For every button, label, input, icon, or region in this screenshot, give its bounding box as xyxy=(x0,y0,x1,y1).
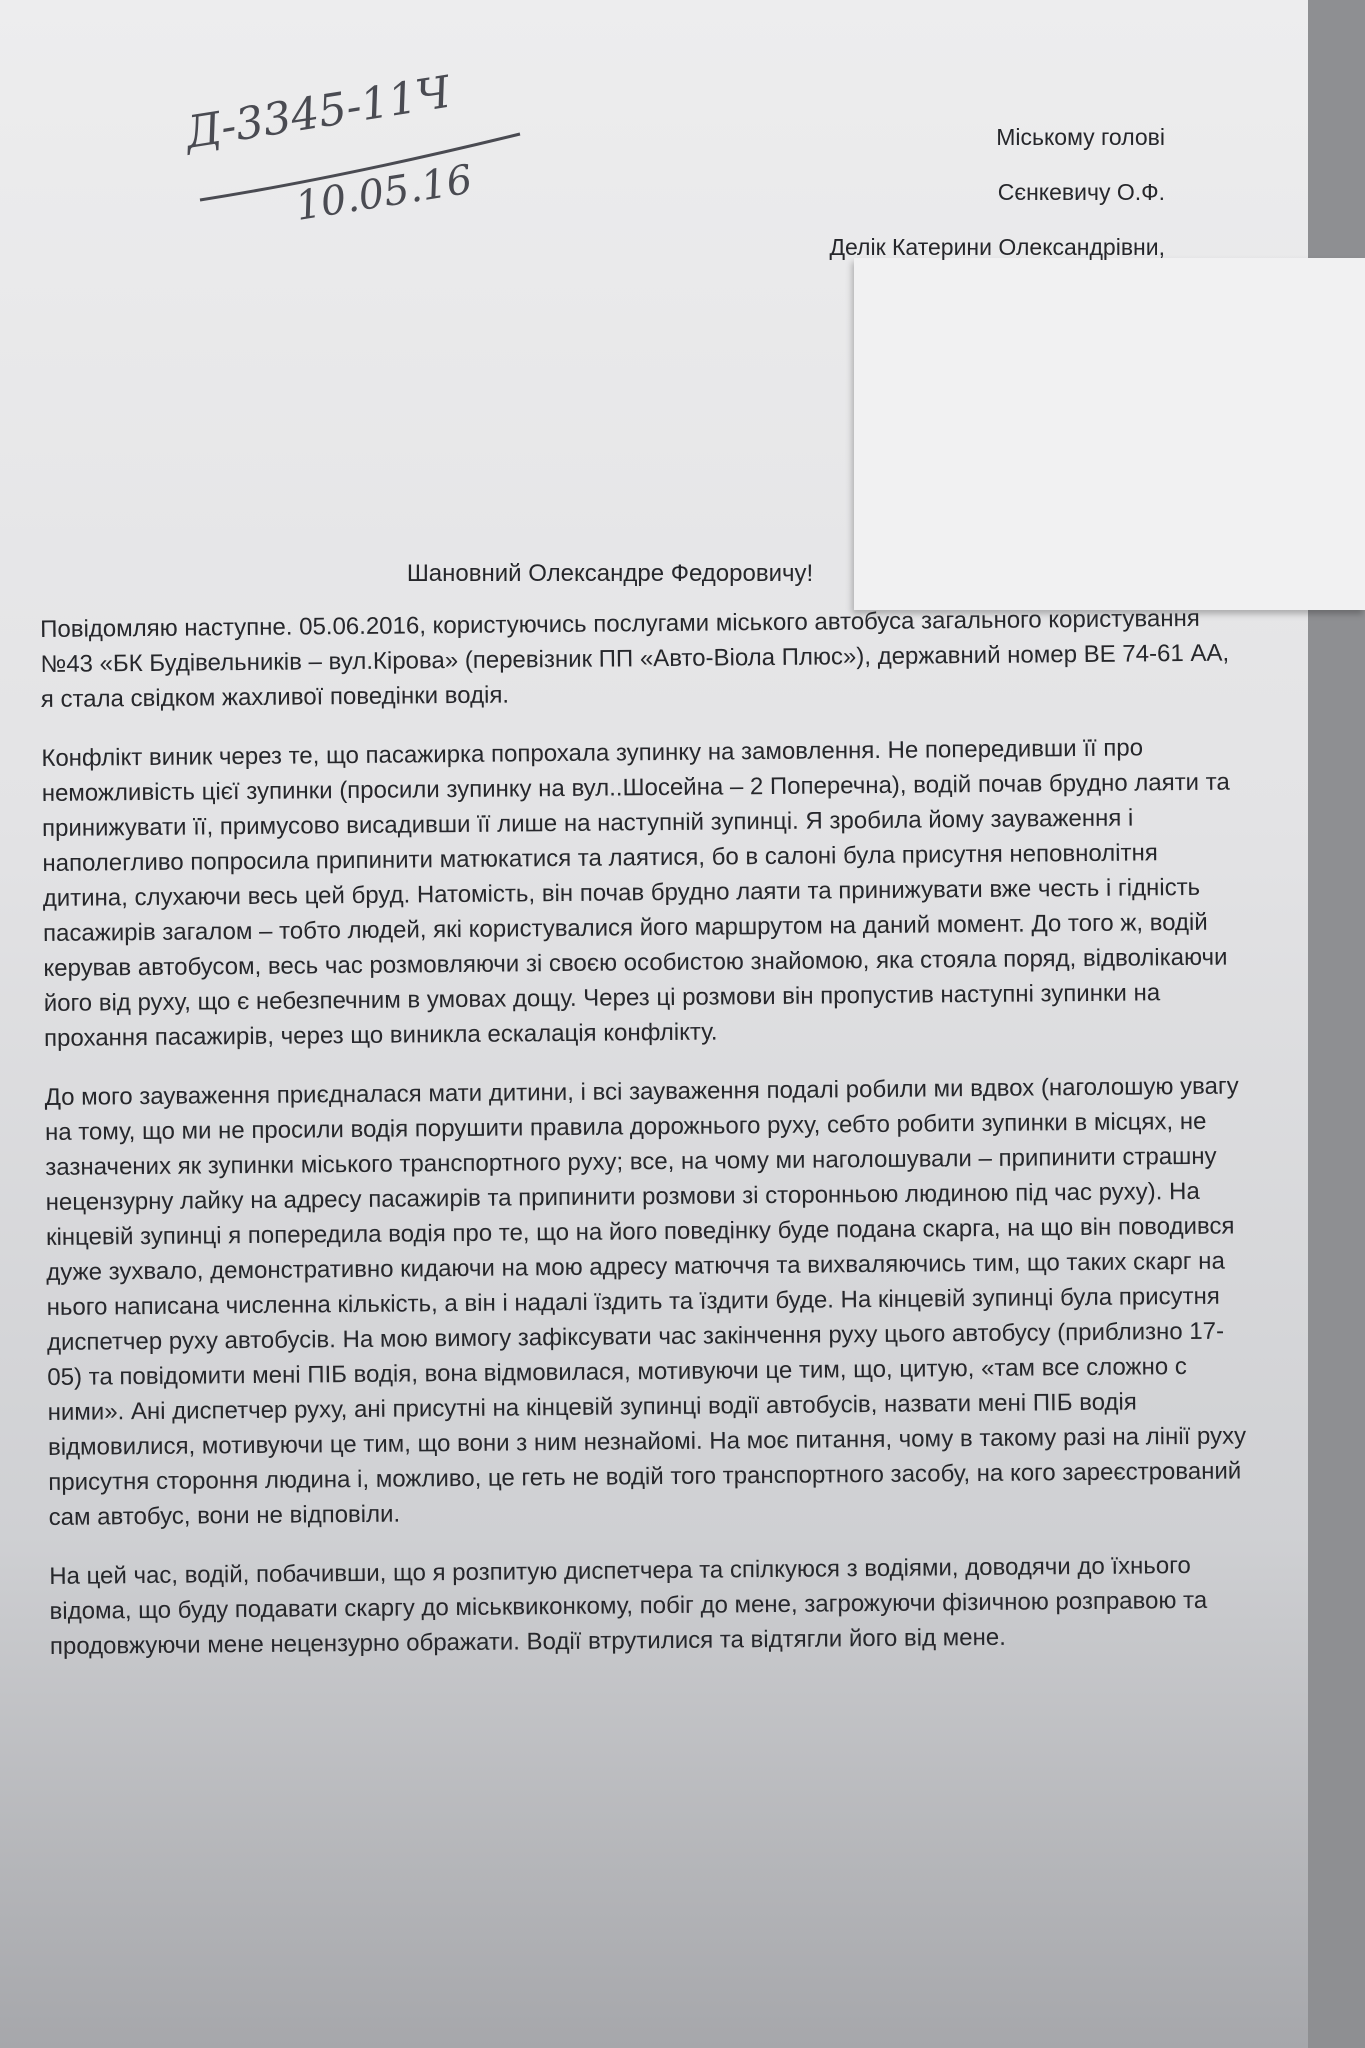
letter-header xyxy=(645,110,1165,275)
paragraph: До мого зауваження приєдналася мати дитини, і всі зауваження подалі робили ми вдвох (наголошую увагу на тому, що ми не просили водія порушити правила дорожнього руху, себто робити зупинки в місцях, не зазначених як зупинки міського транспортного руху; все, на чому ми наголошували – припинити страшну нецензурну лайку на адресу пасажирів та припинити розмови зі сторонньою людиною під час руху). На кінцевій зупинці я попередила водія про те, що на його поведінку буде подана скарга, на що він поводився дуже зухвало, демонстративно кидаючи на мою адресу матюччя та вихваляючись тим, що таких скарг на нього написана численна кількість, а він і надалі їздить та їздити буде. На кінцевій зупинці була присутня диспетчер руху автобусів. На мою вимогу зафіксувати час закінчення руху цього автобусу (приблизно 17-05) та повідомити мені ПІБ водія, вона відмовилася, мотивуючи це тим, що, цитую, «там все сложно с ними». Ані диспетчер руху, ані присутні на кінцевій зупинці водії автобусів, назвати мені ПІБ водія відмовилися, мотивуючи це тим, що вони з ним незнайомі. На моє питання, чому в такому разі на лінії руху присутня стороння людина і, можливо, це геть не водій того транспортного засобу, на кого зареєстрований сам автобус, вони не відповіли. xyxy=(44,1072,1247,1531)
stamp-number: Д-3345-11Ч xyxy=(181,66,454,159)
sender-name: Делік Катерини Олександрівни, xyxy=(829,234,1165,260)
paragraph: Конфлікт виник через те, що пасажирка попрохала зупинку на замовлення. Не попередивши її про неможливість цієї зупинки (просили зупинку на вул..Шосейна – 2 Поперечна), водій почав брудно лаяти та принижувати її, примусово висадивши її лише на наступній зупинці. Я зробила йому зауваження і наполегливо попросила припинити матюкатися та лаятися, бо в салоні була присутня неповнолітня дитина, слухаючи весь цей бруд. Натомість, він почав брудно лаяти та принижувати вже честь і гідність пасажирів загалом – тобто людей, які користувалися його маршрутом на даний момент. До того ж, водій керував автобусом, весь час розмовляючи зі своєю особистою знайомою, яка стояла поряд, відволікаючи його від руху, що є небезпечним в умовах дощу. Через ці розмови він пропустив наступні зупинки на прохання пасажирів, через що виникла ескалація конфлікту. xyxy=(41,734,1230,1052)
registration-stamp xyxy=(180,60,560,230)
addressee-name: Сєнкевичу О.Ф. xyxy=(997,179,1165,205)
overlapping-sheet xyxy=(854,258,1365,610)
paragraph: На цей час, водій, побачивши, що я розпитую диспетчера та спілкуюся з водіями, доводячи до їхнього відома, що буду подавати скаргу до міськвиконкому, побіг до мене, загрожуючи фізичною розправою та продовжуючи мене нецензурно ображати. Водії втрутилися та відтягли його від мене. xyxy=(49,1551,1208,1660)
paragraph: Повідомляю наступне. 05.06.2016, користуючись послугами міського автобуса загального користування №43 «БК Будівельників – вул.Кірова» (перевізник ПП «Авто-Віола Плюс»), державний номер ВЕ 74-61 АА, я стала свідком жахливої поведінки водія. xyxy=(40,604,1230,713)
addressee-title: Міському голові xyxy=(996,124,1165,150)
letter-body xyxy=(40,600,1250,1687)
stamp-date: 10.05.16 xyxy=(292,156,476,230)
salutation: Шановний Олександре Федоровичу! xyxy=(406,560,814,587)
